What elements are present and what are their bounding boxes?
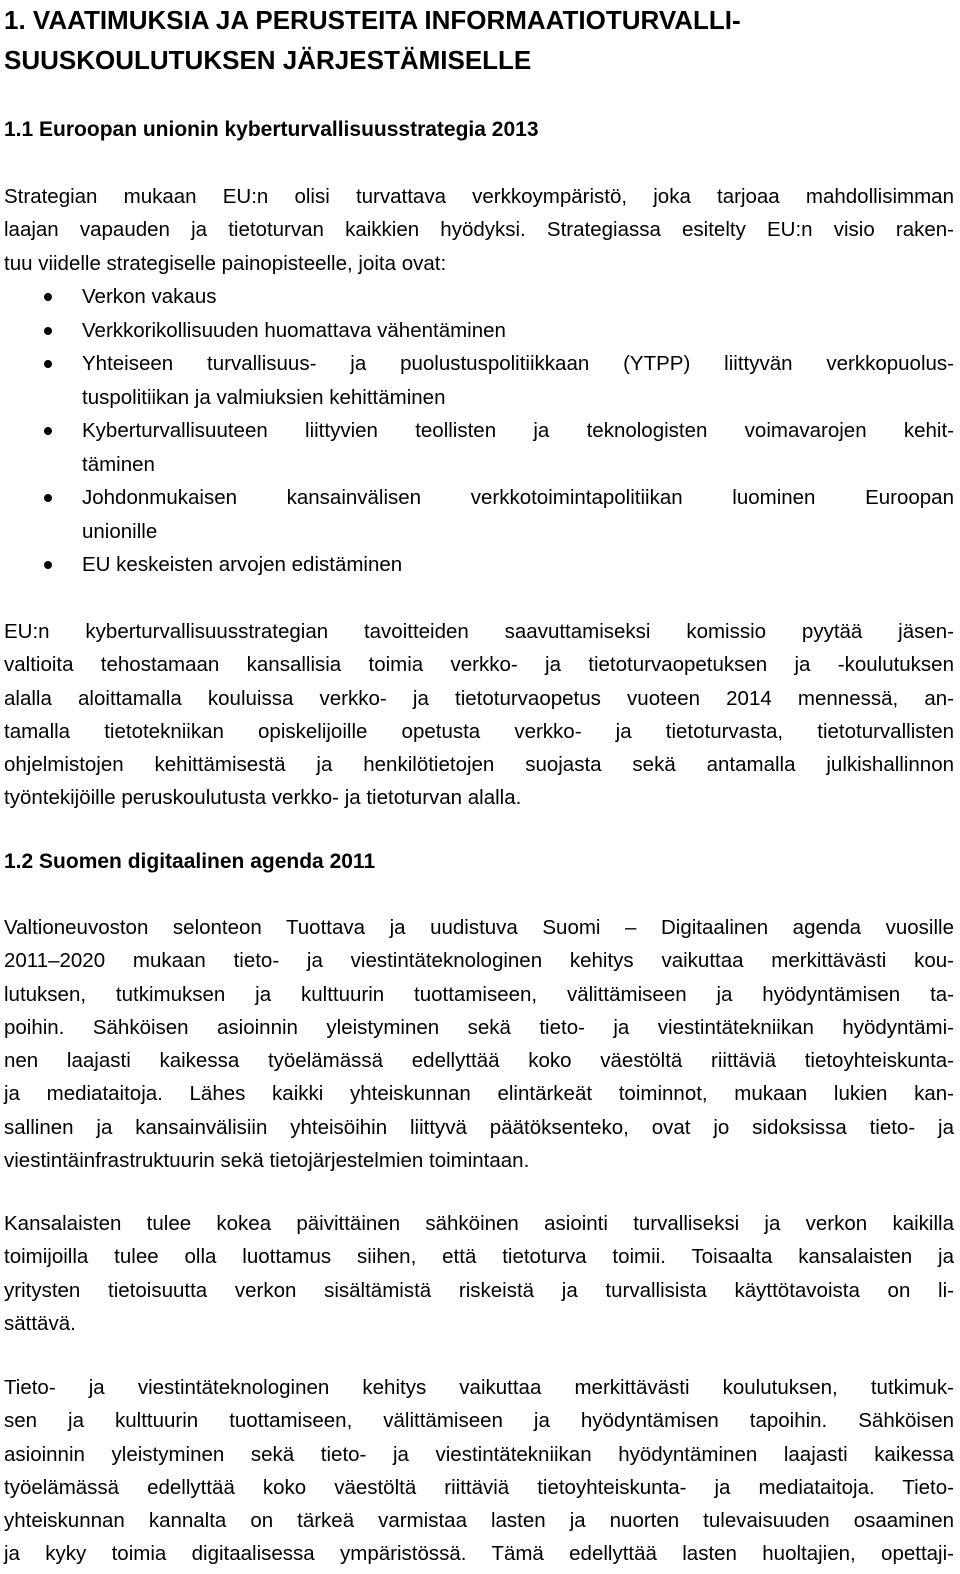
paragraph-line: työelämässä edellyttää koko väestöltä riittäviä tietoyhteiskunta- ja mediataitoja. Tieto- [4,1475,954,1499]
section-1-1-paragraph-2 [4,615,954,815]
bullet-icon [44,494,52,502]
paragraph-line: laajan vapauden ja tietoturvan kaikkien hyödyksi. Strategiassa esitelty EU:n visio raken- [4,218,954,242]
list-item-text: Verkkorikollisuuden huomattava vähentäminen [82,318,506,342]
chapter-heading-line: 1. VAATIMUKSIA JA PERUSTEITA INFORMAATIOTURVALLI- [4,5,741,35]
list-item-text: täminen [82,452,155,476]
section-1-1-title: 1.1 Euroopan unionin kyberturvallisuusstrategia 2013 [4,118,539,141]
list-item-text: Verkon vakaus [82,285,217,308]
paragraph-line: toimijoilla tulee olla luottamus siihen, että tietoturva toimii. Toisaalta kansalaisten ja [4,1245,954,1269]
paragraph-line: Valtioneuvoston selonteon Tuottava ja uudistuva Suomi – Digitaalinen agenda vuosille [4,916,954,939]
list-item-text: Johdonmukaisen kansainvälisen verkkotoimintapolitiikan luominen Euroopan [82,486,954,509]
list-item-text: unionille [82,519,158,543]
section-1-2-paragraph-3 [4,1371,954,1571]
bullet-icon [44,360,52,368]
paragraph-line: sen ja kulttuurin tuottamiseen, välittämiseen ja hyödyntämisen tapoihin. Sähköisen [4,1409,954,1433]
paragraph-line: sättävä. [4,1311,76,1335]
bullet-icon [44,427,52,435]
list-item [4,314,954,348]
list-item [4,280,954,314]
paragraph-line: poihin. Sähköisen asioinnin yleistyminen sekä tieto- ja viestintätekniikan hyödyntämi- [4,1015,954,1039]
paragraph-line: 2011–2020 mukaan tieto- ja viestintäteknologinen kehitys vaikuttaa merkittävästi kou- [4,949,954,973]
paragraph-line: ohjelmistojen kehittämisestä ja henkilötietojen suojasta sekä antamalla julkishallinnon [4,753,954,777]
list-item [4,414,954,481]
list-item [4,481,954,548]
list-item-text: Yhteiseen turvallisuus- ja puolustuspolitiikkaan (YTPP) liittyvän verkkopuolus- [82,352,954,375]
paragraph-line: alalla aloittamalla kouluissa verkko- ja tietoturvaopetus vuoteen 2014 mennessä, an- [4,686,954,710]
paragraph-line: Kansalaisten tulee kokea päivittäinen sähköinen asiointi turvalliseksi ja verkon kaikilla [4,1212,954,1235]
paragraph-line: tamalla tietotekniikan opiskelijoille opetusta verkko- ja tietoturvasta, tietoturvallisten [4,719,954,743]
paragraph-line: Strategian mukaan EU:n olisi turvattava verkkoympäristö, joka tarjoaa mahdollisimman [4,185,954,208]
paragraph-line: asioinnin yleistyminen sekä tieto- ja viestintätekniikan hyödyntäminen laajasti kaikessa [4,1442,954,1466]
chapter-heading [4,0,954,80]
paragraph-line: työntekijöille peruskoulutusta verkko- ja tietoturvan alalla. [4,786,522,810]
paragraph-line: ja mediataitoja. Lähes kaikki yhteiskunnan elintärkeät toiminnot, mukaan lukien kan- [4,1082,954,1106]
bullet-icon [44,293,52,301]
bullet-icon [44,327,52,335]
section-1-1-intro-paragraph [4,180,954,280]
section-1-2-paragraph-2 [4,1207,954,1340]
paragraph-line: Tieto- ja viestintäteknologinen kehitys vaikuttaa merkittävästi koulutuksen, tutkimuk- [4,1376,954,1399]
paragraph-line: yritysten tietoisuutta verkon sisältämistä riskeistä ja turvallisista käyttötavoista on li- [4,1278,954,1302]
paragraph-line: sallinen ja kansainvälisiin yhteisöihin liittyvä päätöksenteko, ovat jo sidoksissa tieto- ja [4,1115,954,1139]
paragraph-line: valtioita tehostamaan kansallisia toimia verkko- ja tietoturvaopetuksen ja -koulutuksen [4,653,954,677]
paragraph-line: nen laajasti kaikessa työelämässä edellyttää koko väestöltä riittäviä tietoyhteiskunta- [4,1049,954,1073]
paragraph-line: yhteiskunnan kannalta on tärkeä varmistaa lasten ja nuorten tulevaisuuden osaaminen [4,1509,954,1533]
paragraph-line: lutuksen, tutkimuksen ja kulttuurin tuottamiseen, välittämiseen ja hyödyntämisen ta- [4,982,954,1006]
paragraph-line: EU:n kyberturvallisuusstrategian tavoitteiden saavuttamiseksi komissio pyytää jäsen- [4,620,954,643]
list-item [4,347,954,414]
list-item-text: EU keskeisten arvojen edistäminen [82,553,403,576]
paragraph-line: tuu viidelle strategiselle painopisteelle, joita ovat: [4,251,447,275]
section-1-2-paragraph-1 [4,911,954,1177]
list-item-text: Kyberturvallisuuteen liittyvien teollisten ja teknologisten voimavarojen kehit- [82,419,954,442]
paragraph-line: ja kyky toimia digitaalisessa ympäristössä. Tämä edellyttää lasten huoltajien, opettaji- [4,1542,954,1566]
list-item-text: tuspolitiikan ja valmiuksien kehittäminen [82,385,446,409]
paragraph-line: viestintäinfrastruktuurin sekä tietojärjestelmien toimintaan. [4,1149,530,1173]
bullet-icon [44,561,52,569]
strategic-priorities-list [4,280,954,582]
section-1-2-title: 1.2 Suomen digitaalinen agenda 2011 [4,850,376,873]
list-item [4,548,954,582]
chapter-heading-line: SUUSKOULUTUKSEN JÄRJESTÄMISELLE [4,45,532,75]
